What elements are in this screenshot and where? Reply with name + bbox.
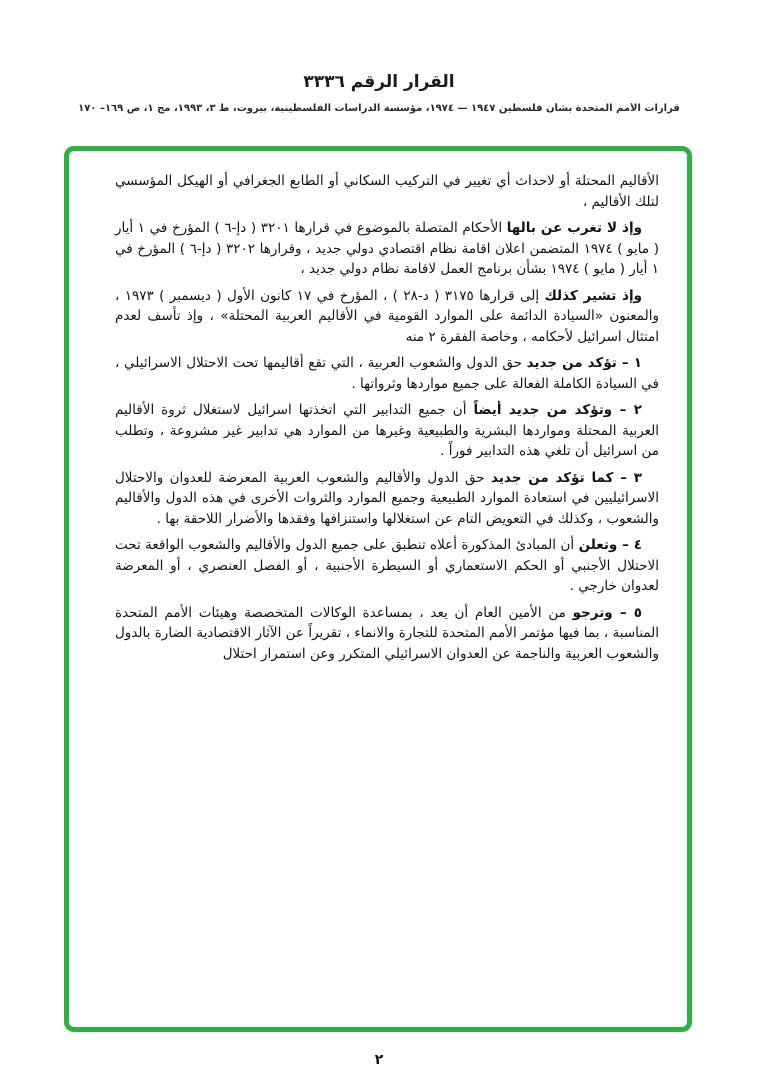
paragraph-text: الأقاليم المحتلة أو لاحداث أي تغيير في التركيب السكاني أو الطابع الجغرافي أو الهيكل المؤسسي لتلك الأقاليم ،: [115, 173, 659, 210]
paragraph: [115, 353, 659, 394]
paragraph-lead: ٢ – وتؤكد من جديد أيضاً: [473, 402, 642, 418]
paragraph: [115, 218, 659, 280]
paragraph-lead: ٣ – كما تؤكد من جديد: [491, 469, 642, 486]
paragraph: [115, 171, 659, 212]
resolution-border-box: [64, 146, 692, 1032]
paragraph: [115, 468, 659, 530]
paragraph-text: إلى قرارها ٣١٧٥ ( د-٢٨ ) ، المؤرخ في ١٧ كانون الأول ( ديسمبر ) ١٩٧٣ ، والمعنون «السيادة الدائمة على الموارد القومية في الأقاليم العربية المحتلة» ، وإذ تأسف لعدم امتثال اسرائيل لأحكامه ، وخاصة الفقرة ٢ منه: [115, 287, 659, 345]
paragraph: [115, 603, 659, 665]
paragraph-text: حق الدول والشعوب العربية ، التي تقع أقاليمها تحت الاحتلال الاسرائيلي ، في السيادة الكاملة الفعالة على جميع مواردها وثرواتها .: [115, 355, 659, 392]
paragraph-lead: وإذ تشير كذلك: [544, 287, 642, 304]
document-header: [0, 0, 758, 114]
paragraph-lead: وإذ لا تغرب عن بالها: [506, 220, 643, 236]
paragraph: [115, 400, 659, 462]
paragraph-lead: ١ – تؤكد من جديد: [526, 355, 642, 371]
page-title: القرار الرقم ٣٣٣٦: [303, 72, 455, 92]
paragraph-text: من الأمين العام أن يعد ، بمساعدة الوكالات المتخصصة وهيئات الأمم المتحدة المناسبة ، بما فيها مؤتمر الأمم المتحدة للتجارة والانماء ، تقريراً عن الآثار الاقتصادية الضارة بالدول والشعوب العربية والناجمة عن العدوان الاسرائيلي المتكرر وعن استمرار احتلال: [115, 604, 659, 662]
paragraph-text: حق الدول والأقاليم والشعوب العربية المعرضة للعدوان والاحتلال الاسرائيليين في استعادة الموارد الطبيعية وجميع الموارد والثروات الأخرى في هذه الدول والأقاليم والشعوب ، وكذلك في التعويض التام عن استغلالها واستنزافها وفقدها والأضرار اللاحقة بها .: [115, 469, 659, 527]
paragraph-lead: ٤ – وتعلن: [578, 537, 643, 553]
page-number: ٢: [374, 1052, 384, 1068]
paragraph: [115, 535, 659, 597]
source-citation: قرارات الأمم المتحدة بشأن فلسطين ١٩٤٧ — ١٩٧٤، مؤسسة الدراسات الفلسطينية، بيروت، ط ٣، ١٩٩٣، مج ١، ص ١٦٩– ١٧٠: [78, 103, 680, 114]
paragraph-text: أن المبادئ المذكورة أعلاه تنطبق على جميع الدول والأقاليم والشعوب الواقعة تحت الاحتلال الأجنبي أو الحكم الاستعماري أو السيطرة الأجنبية ، أو الفصل العنصري ، أو المعرضة لعدوان خارجي .: [115, 537, 659, 594]
paragraph-lead: ٥ – وترجو: [572, 604, 642, 621]
paragraph: [115, 286, 659, 348]
paragraph-text: الأحكام المتصلة بالموضوع في قرارها ٣٢٠١ ( دإ-٦ ) المؤرخ في ١ أيار ( مايو ) ١٩٧٤ المتضمن اعلان اقامة نظام اقتصادي دولي جديد ، وقرارها ٣٢٠٢ ( دإ-٦ ) المؤرخ في ١ أيار ( مايو ) ١٩٧٤ بشأن برنامج العمل لاقامة نظام دولي جديد ،: [115, 220, 660, 277]
paragraph-text: أن جميع التدابير التي اتخذتها اسرائيل لاستغلال ثروة الأقاليم العربية المحتلة ومواردها البشرية والطبيعية وغيرها من الموارد هي تدابير غير مشروعة ، وتطلب من اسرائيل أن تلغي هذه التدابير فوراً .: [115, 402, 659, 459]
